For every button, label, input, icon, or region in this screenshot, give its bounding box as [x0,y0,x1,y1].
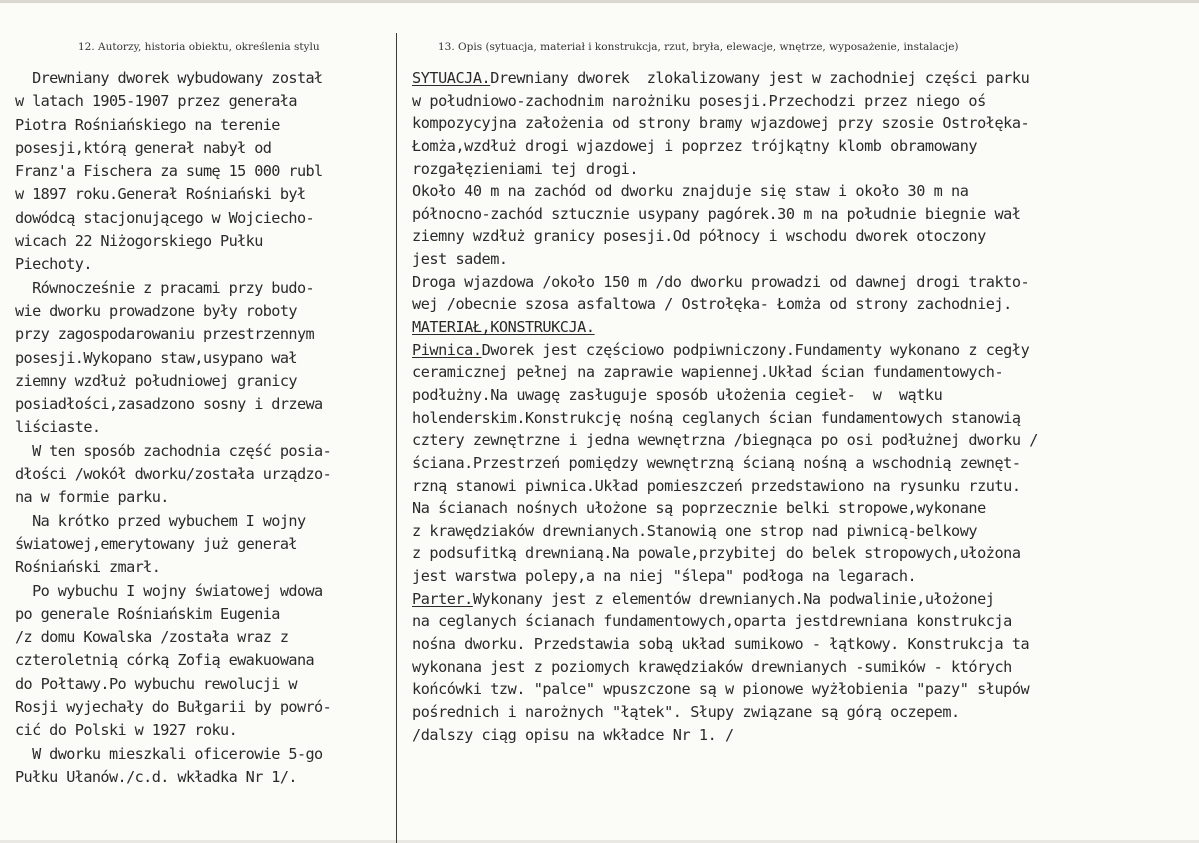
description-text-line [412,588,1192,611]
history-text-line: cić do Polski w 1927 roku. [15,721,238,740]
description-text: /dalszy ciąg opisu na wkładce Nr 1. / [412,725,734,744]
history-text-line: Po wybuchu I wojny światowej wdowa [15,581,323,600]
description-text-line [412,271,1192,294]
description-text: Około 40 m na zachód od dworku znajduje się staw i około 30 m na [412,182,969,201]
description-text-line [412,701,1192,724]
description-text-line [412,67,1192,90]
history-text-line: ziemny wzdłuż południowej granicy [15,371,297,390]
description-text-line [412,316,1192,339]
section-lead: Parter. [412,589,473,608]
description-text-line [412,542,1192,565]
history-text-line: wie dworku prowadzone były roboty [15,301,297,320]
history-text-line: czteroletnią córką Zofią ewakuowana [15,651,315,670]
section-lead: SYTUACJA. [412,69,491,87]
description-text-line [412,180,1192,203]
description-text: Dworek jest częściowo podpiwniczony.Fundamenty wykonano z cegły [481,340,1030,359]
description-text: Droga wjazdowa /około 150 m /do dworku prowadzi od dawnej drogi trakto- [412,272,1030,291]
description-text-line [412,610,1192,633]
history-text-line: posesji,którą generał nabył od [15,138,272,157]
description-text-line [412,656,1192,679]
description-text: północno-zachód sztucznie usypany pagórek.30 m na południe biegnie wał [412,204,1021,223]
description-text: ceramicznej pełnej na zaprawie wapiennej.Układ ścian fundamentowych- [412,363,1004,382]
history-text-line: w 1897 roku.Generał Rośniański był [15,185,306,204]
history-text-line: na w formie parku. [15,488,169,507]
description-text: ziemny wzdłuż granicy posesji.Od północy i wschodu dworek otoczony [412,227,986,246]
history-text-line: Równocześnie z pracami przy budo- [15,278,315,297]
description-text-line [412,158,1192,181]
description-text-line [412,724,1192,747]
description-text-line [412,248,1192,271]
description-text-line [412,407,1192,430]
history-text-line: światowej,emerytowany już generał [15,534,297,553]
history-text-line: Rosji wyjechały do Bułgarii by powró- [15,698,332,717]
description-text: Drewniany dworek zlokalizowany jest w zachodniej części parku [490,69,1030,87]
description-text: rozgałęzieniami tej drogi. [412,159,639,178]
description-text-line [412,497,1192,520]
description-text-line [412,520,1192,543]
description-text: MATERIAŁ,KONSTRUKCJA. [412,318,595,337]
history-text-line: do Połtawy.Po wybuchu rewolucji w [15,674,297,693]
history-text-line: dowódcą stacjonującego w Wojciecho- [15,208,315,227]
description-text-line [412,203,1192,226]
description-text: jest warstwa polepy,a na niej "ślepa" podłoga na legarach. [412,567,917,586]
history-text-line: wicach 22 Niżogorskiego Pułku [15,232,263,251]
description-text: cztery zewnętrzne i jedna wewnętrzna /biegnąca po osi podłużnej dworku / [412,431,1038,450]
history-text-line: Drewniany dworek wybudowany został [15,69,323,87]
description-text-line [412,135,1192,158]
history-text-line: po generale Rośniańskim Eugenia [15,604,280,623]
history-text-line: /z domu Kowalska /została wraz z [15,628,289,647]
history-text-line: liściaste. [15,418,101,437]
description-text: jest sadem. [412,250,508,269]
description-text: na ceglanych ścianach fundamentowych,oparta jestdrewniana konstrukcja [412,612,1012,631]
section-13-header: 13. Opis (sytuacja, materiał i konstrukcja, rzut, bryła, elewacje, wnętrze, wyposażenie, instalacje) [438,41,959,53]
history-text-line: posiadłości,zasadzono sosny i drzewa [15,395,323,414]
history-text-line: Franz'a Fischera za sumę 15 000 rubl [15,162,323,181]
description-text-line [412,339,1192,362]
history-text-line: w latach 1905-1907 przez generała [15,92,297,111]
description-text: końcówki tzw. "palce" wpuszczone są w pionowe wyżłobienia "pazy" słupów [412,680,1030,699]
history-text-line: W dworku mieszkali oficerowie 5-go [15,744,323,763]
description-text: Łomża,wzdłuż drogi wjazdowej i poprzez trójkątny klomb obramowany [412,136,978,155]
description-text: kompozycyjna założenia od strony bramy wjazdowej przy szosie Ostrołęka- [412,114,1030,133]
description-text-line [412,475,1192,498]
history-text-line: Rośniański zmarł. [15,558,161,577]
description-text: holenderskim.Konstrukcję nośną ceglanych ścian fundamentowych stanowią [412,408,1021,427]
description-text-line [412,678,1192,701]
description-text: z krawędziaków drewnianych.Stanowią one strop nad piwnicą-belkowy [412,521,978,540]
history-text-line: W ten sposób zachodnia część posia- [15,441,332,460]
description-text-line [412,225,1192,248]
history-text-line: przy zagospodarowaniu przestrzennym [15,325,315,344]
description-text-line [412,293,1192,316]
description-text: wykonana jest z poziomych krawędziaków drewnianych -sumików - których [412,657,1012,676]
description-text: z podsufitką drewnianą.Na powale,przybitej do belek stropowych,ułożona [412,544,1021,563]
description-text-line [412,361,1192,384]
description-text: Wykonany jest z elementów drewnianych.Na podwalinie,ułożonej [472,589,995,608]
description-text: Na ścianach nośnych ułożone są poprzecznie belki stropowe,wykonane [412,499,986,518]
description-text-line [412,633,1192,656]
column-divider [396,33,397,843]
history-column [15,67,393,789]
description-text: wej /obecnie szosa asfaltowa / Ostrołęka- Łomża od strony zachodniej. [412,295,1012,314]
description-text: pośrednich i narożnych "łątek". Słupy związane są górą oczepem. [412,702,960,721]
description-text-line [412,384,1192,407]
description-text-line [412,429,1192,452]
description-column [412,67,1192,746]
description-text: podłużny.Na uwagę zasługuje sposób ułożenia cegieł- w wątku [412,385,943,404]
history-text-line: Piechoty. [15,255,92,274]
description-text-line [412,452,1192,475]
section-12-header: 12. Autorzy, historia obiektu, określenia stylu [78,41,320,53]
description-text: w południowo-zachodnim narożniku posesji.Przechodzi przez niego oś [412,91,986,110]
description-text-line [412,565,1192,588]
description-text-line [412,90,1192,113]
history-text-line: posesji.Wykopano staw,usypano wał [15,348,297,367]
description-text: rzną stanowi piwnica.Układ pomieszczeń przedstawiono na rysunku rzutu. [412,476,1021,495]
description-text: ściana.Przestrzeń pomiędzy wewnętrzną ścianą nośną a wschodnią zewnęt- [412,453,1021,472]
description-text-line [412,112,1192,135]
history-text-line: Pułku Ułanów./c.d. wkładka Nr 1/. [15,767,297,786]
history-text-line: Piotra Rośniańskiego na terenie [15,115,280,134]
history-text-line: dłości /wokół dworku/została urządzo- [15,465,332,484]
description-text: nośna dworku. Przedstawia sobą układ sumikowo - łątkowy. Konstrukcja ta [412,635,1030,654]
history-text-line: Na krótko przed wybuchem I wojny [15,511,306,530]
section-lead: Piwnica. [412,340,482,359]
